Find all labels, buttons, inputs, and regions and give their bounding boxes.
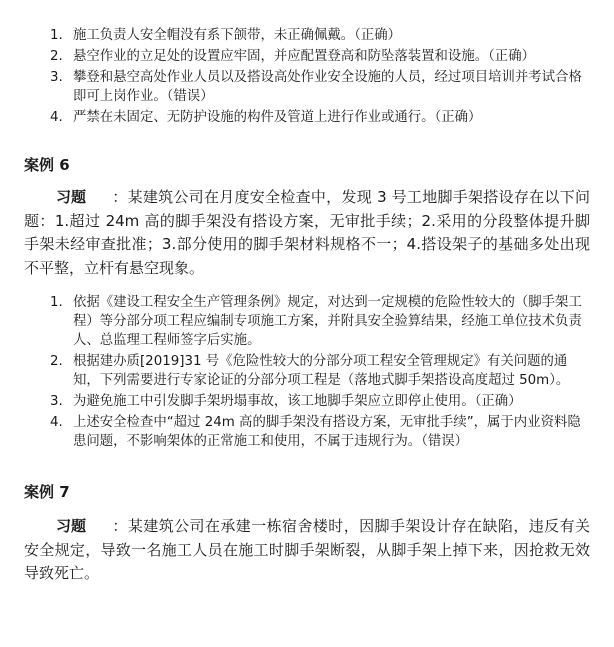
list-number: 1.: [50, 295, 63, 310]
case-7-exercise: [24, 515, 590, 586]
answer-list-2: [0, 293, 614, 453]
list-item: [0, 47, 614, 66]
list-item-text: 上述安全检查中“超过 24m 高的脚手架没有搭设方案，无审批手续”，属于内业资料隐患问题，不影响架体的正常施工和使用，不属于违规行为。（错误）: [73, 415, 581, 449]
list-item-text: 严禁在未固定、无防护设施的构件及管道上进行作业或通行。（正确）: [73, 110, 482, 125]
list-item-text: 为避免施工中引发脚手架坍塌事故，该工地脚手架应立即停止使用。（正确）: [73, 394, 522, 409]
list-number: 2.: [50, 354, 63, 369]
list-item: [0, 352, 614, 390]
list-item: [0, 392, 614, 411]
case-6-exercise: [24, 186, 590, 280]
list-item-text: 施工负责人安全帽没有系下颌带，未正确佩戴。（正确）: [73, 28, 402, 43]
list-item-text: 攀登和悬空高处作业人员以及搭设高处作业安全设施的人员，经过项目培训并考试合格即可上岗作业。（错误）: [73, 70, 582, 104]
list-item: [0, 68, 614, 106]
list-number: 4.: [50, 110, 63, 125]
list-item-text: 根据建办质[2019]31 号《危险性较大的分部分项工程安全管理规定》有关问题的通知，下列需要进行专家论证的分部分项工程是（落地式脚手架搭设高度超过 50m）。: [73, 354, 570, 388]
case-7-heading: 案例 7: [24, 483, 70, 501]
exercise-text: ：某建筑公司在承建一栋宿舍楼时，因脚手架设计存在缺陷，违反有关安全规定，导致一名施工人员在施工时脚手架断裂，从脚手架上掉下来，因抢救无效导致死亡。: [24, 517, 590, 582]
case-6-heading: 案例 6: [24, 156, 70, 174]
list-item: [0, 413, 614, 451]
exercise-label: 习题: [56, 517, 87, 535]
list-item: [0, 108, 614, 127]
list-number: 3.: [50, 394, 63, 409]
exercise-text: ：某建筑公司在月度安全检查中，发现 3 号工地脚手架搭设存在以下问题：1.超过 24m 高的脚手架没有搭设方案，无审批手续；2.采用的分段整体提升脚手架未经审查批准；3.部分使用的脚手架材料规格不一；4.搭设架子的基础多处出现不平整，立杆有悬空现象。: [24, 188, 590, 277]
list-number: 4.: [50, 415, 63, 430]
answer-list-1: [0, 26, 614, 129]
list-number: 3.: [50, 70, 63, 85]
list-item: [0, 26, 614, 45]
list-item: [0, 293, 614, 350]
list-number: 2.: [50, 49, 63, 64]
exercise-label: 习题: [56, 188, 87, 206]
list-item-text: 悬空作业的立足处的设置应牢固，并应配置登高和防坠落装置和设施。（正确）: [73, 49, 535, 64]
list-item-text: 依据《建设工程安全生产管理条例》规定，对达到一定规模的危险性较大的（脚手架工程）等分部分项工程应编制专项施工方案，并附具安全验算结果，经施工单位技术负责人、总监理工程师签字后实施。: [73, 295, 582, 348]
list-number: 1.: [50, 28, 63, 43]
